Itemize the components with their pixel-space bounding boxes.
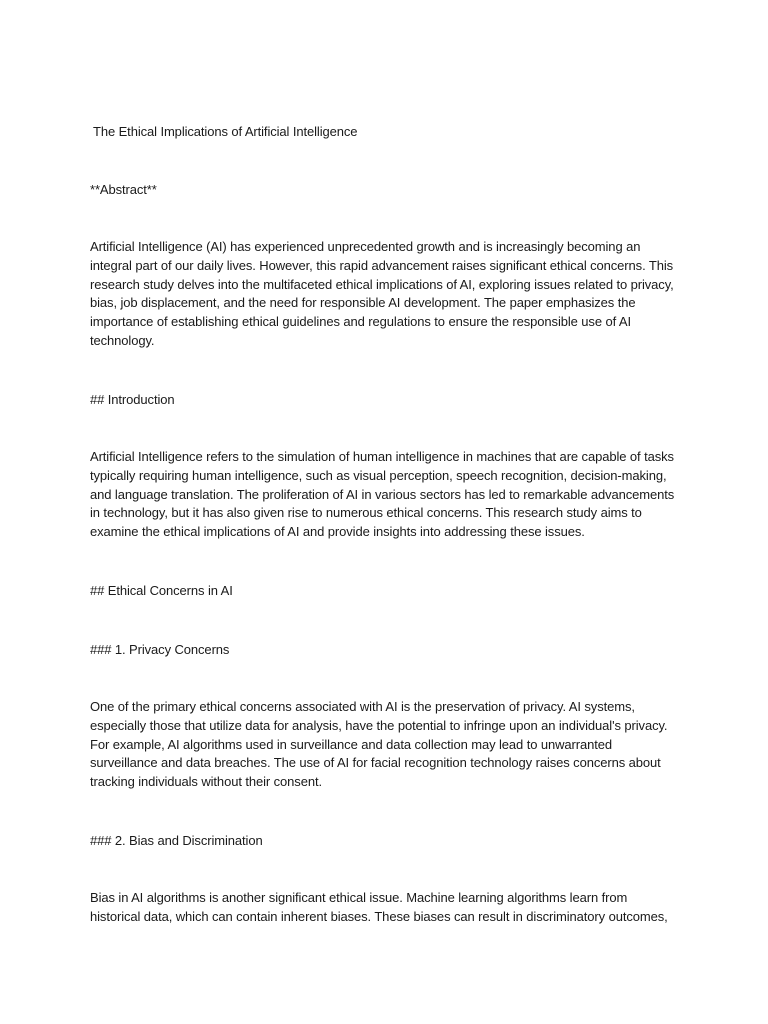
introduction-line: in technology, but it has also given rise to numerous ethical concerns. This research study aims to	[90, 505, 642, 521]
introduction-line: typically requiring human intelligence, such as visual perception, speech recognition, decision-making,	[90, 467, 667, 483]
ethical-concerns-heading: ## Ethical Concerns in AI	[90, 583, 233, 598]
privacy-line: surveillance and data breaches. The use of AI for facial recognition technology raises concerns about	[90, 755, 661, 771]
introduction-line: examine the ethical implications of AI and provide insights into addressing these issues.	[90, 524, 585, 540]
abstract-heading: **Abstract**	[90, 182, 157, 197]
abstract-line: Artificial Intelligence (AI) has experienced unprecedented growth and is increasingly becoming an	[90, 239, 641, 254]
privacy-line: especially those that utilize data for analysis, have the potential to infringe upon an individual's privacy.	[90, 717, 668, 733]
abstract-line: technology.	[90, 332, 155, 348]
document-title: The Ethical Implications of Artificial Intelligence	[93, 124, 358, 139]
privacy-line: For example, AI algorithms used in surveillance and data collection may lead to unwarranted	[90, 736, 613, 752]
abstract-paragraph	[90, 238, 690, 351]
introduction-line: and language translation. The proliferation of AI in various sectors has led to remarkable advancements	[90, 486, 675, 502]
introduction-heading: ## Introduction	[90, 392, 175, 407]
abstract-line: importance of establishing ethical guidelines and regulations to ensure the responsible use of AI	[90, 314, 631, 330]
bias-line: historical data, which can contain inherent biases. These biases can result in discriminatory outcomes,	[90, 908, 668, 924]
bias-heading: ### 2. Bias and Discrimination	[90, 833, 263, 848]
abstract-line: bias, job displacement, and the need for responsible AI development. The paper emphasizes the	[90, 295, 636, 311]
bias-line: Bias in AI algorithms is another significant ethical issue. Machine learning algorithms learn from	[90, 890, 628, 905]
introduction-paragraph	[90, 448, 690, 542]
privacy-line: One of the primary ethical concerns associated with AI is the preservation of privacy. AI systems,	[90, 699, 635, 714]
abstract-line: integral part of our daily lives. However, this rapid advancement raises significant ethical concerns. This	[90, 257, 674, 273]
abstract-line: research study delves into the multifaceted ethical implications of AI, exploring issues related to privacy,	[90, 276, 674, 292]
bias-paragraph	[90, 889, 690, 927]
privacy-line: tracking individuals without their consent.	[90, 774, 322, 790]
privacy-paragraph	[90, 698, 690, 792]
privacy-heading: ### 1. Privacy Concerns	[90, 642, 230, 657]
introduction-line: Artificial Intelligence refers to the simulation of human intelligence in machines that are capable of tasks	[90, 449, 674, 464]
